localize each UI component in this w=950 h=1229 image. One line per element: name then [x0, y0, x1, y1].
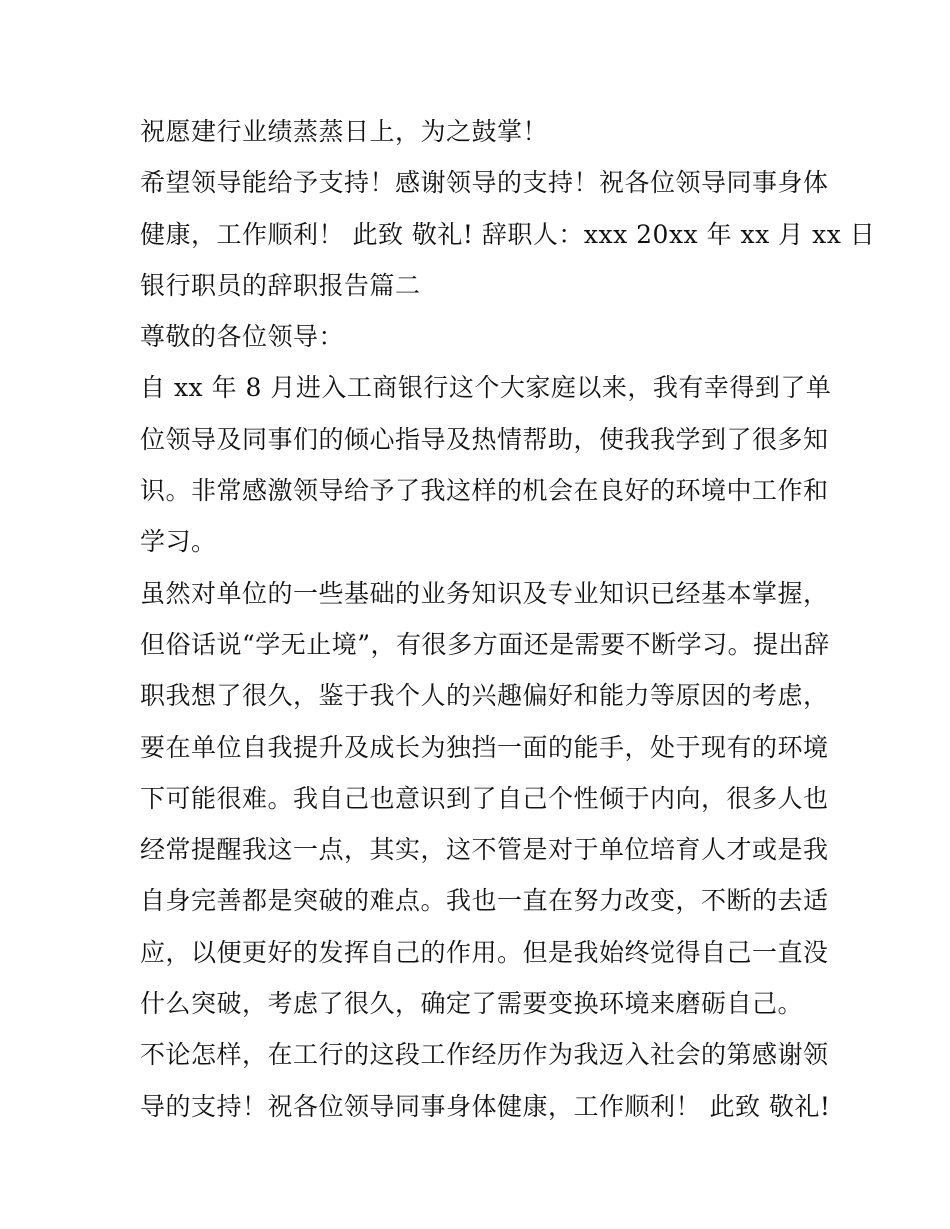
text-line: 要在单位自我提升及成长为独挡一面的能手，处于现有的环境: [140, 732, 829, 762]
text-line: 经常提醒我这一点，其实，这不管是对于单位培育人才或是我: [140, 835, 829, 865]
text-line: 下可能很难。我自己也意识到了自己个性倾于内向，很多人也: [140, 783, 829, 813]
text-line: 什么突破，考虑了很久，确定了需要变换环境来磨砺自己。: [140, 989, 804, 1019]
text-line: 位领导及同事们的倾心指导及热情帮助，使我我学到了很多知: [140, 424, 829, 454]
text-line: 希望领导能给予支持！感谢领导的支持！祝各位领导同事身体: [140, 168, 829, 198]
document-body: [140, 106, 876, 1132]
section-heading: 银行职员的辞职报告篇二: [140, 270, 421, 300]
text-line: 应，以便更好的发挥自己的作用。但是我始终觉得自己一直没: [140, 937, 829, 967]
text-line: 自身完善都是突破的难点。我也一直在努力改变，不断的去适: [140, 886, 829, 916]
text-line: 不论怎样，在工行的这段工作经历作为我迈入社会的第感谢领: [140, 1040, 829, 1070]
text-line: 自 xx 年 8 月进入工商银行这个大家庭以来，我有幸得到了单: [140, 373, 832, 403]
text-line: 识。非常感激领导给予了我这样的机会在良好的环境中工作和: [140, 476, 829, 506]
text-line: 祝愿建行业绩蒸蒸日上，为之鼓掌！: [140, 117, 549, 146]
salutation: 尊敬的各位领导：: [140, 322, 345, 352]
text-line: 导的支持！祝各位领导同事身体健康，工作顺利！ 此致 敬礼!: [140, 1091, 831, 1121]
text-line: 但俗话说“学无止境”，有很多方面还是需要不断学习。提出辞: [140, 629, 830, 659]
text-line: 虽然对单位的一些基础的业务知识及专业知识已经基本掌握，: [140, 578, 829, 608]
text-line: 职我想了很久，鉴于我个人的兴趣偏好和能力等原因的考虑，: [140, 681, 829, 711]
text-line: 学习。: [140, 527, 217, 557]
text-line: 健康，工作顺利！ 此致 敬礼! 辞职人：xxx 20xx 年 xx 月 xx 日: [140, 219, 876, 249]
